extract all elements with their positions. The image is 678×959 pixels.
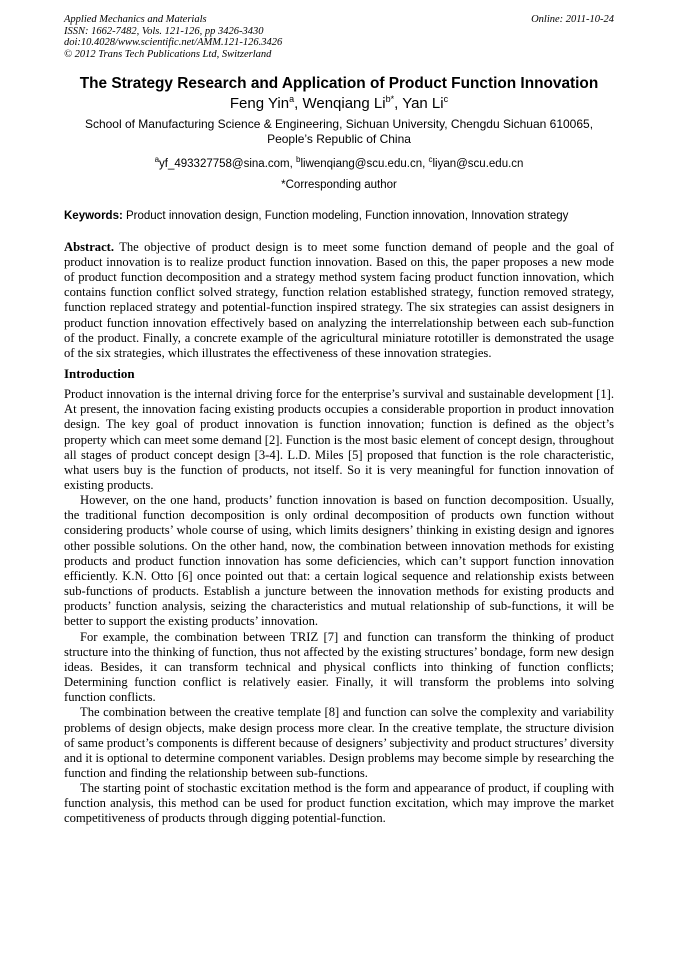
affiliation-line: School of Manufacturing Science & Engineering, Sichuan University, Chengdu Sichuan 610065, bbox=[84, 117, 594, 131]
copyright-line: © 2012 Trans Tech Publications Ltd, Switzerland bbox=[64, 48, 272, 60]
keywords bbox=[64, 210, 614, 222]
issn-line: ISSN: 1662-7482, Vols. 121-126, pp 3426-3430 bbox=[64, 25, 264, 37]
abstract-text: The objective of product design is to meet some function demand of people and the goal of product innovation is to realize product function innovation. Based on this, the paper proposes a new mode of product function decomposition and a strategy method system facing product function innovation, which contains function conflict solved strategy, function relation established strategy, function removed strategy, function replaced strategy and potential-function inspired strategy. The six strategies can assist designers in product function innovation effectively based on analyzing the interrelationship between each sub-function of the product. Finally, a concrete example of the agricultural miniature rototiller is demonstrated the usage of the six strategies, which illustrates the effectiveness of these innovation strategies. bbox=[64, 239, 614, 360]
paragraph: Product innovation is the internal driving force for the enterprise’s survival and sustainable development [1]. At present, the innovation facing existing products occupies a considerable proportion in product innovation design. The key goal of product innovation is function innovation; function is defined as the object’s property which can meet some demand [2]. Function is the most basic element of concept design, throughout all stages of product concept design [3-4]. L.D. Miles [5] proposed that function is the role characteristic, what users buy is the function of products, not itself. So it is very meaningful for function innovation of existing products. bbox=[64, 387, 614, 493]
journal-header bbox=[64, 14, 614, 60]
author-name: Wenqiang Li bbox=[302, 95, 386, 112]
paragraph: For example, the combination between TRIZ [7] and function can transform the thinking of product structure into the thinking of function, thus not affected by the existing structures’ bondage, form new design ideas. Besides, it can transform technical and physical conflicts into thinking of function conflicts; Determining function conflict is relatively easier. Finally, it will transform the problems into solving function conflicts. bbox=[64, 629, 614, 705]
online-date: Online: 2011-10-24 bbox=[531, 14, 614, 25]
author-name: Feng Yin bbox=[229, 95, 290, 112]
abstract-label: Abstract. bbox=[64, 239, 115, 254]
keywords-text: Product innovation design, Function modeling, Function innovation, Innovation strategy bbox=[126, 209, 569, 222]
author-name: Yan Li bbox=[402, 95, 444, 112]
paragraph: The starting point of stochastic excitation method is the form and appearance of product, if coupling with function analysis, this method can be used for product function excitation, which may improve the market competitiveness of products through digging potential-function. bbox=[64, 781, 614, 826]
abstract bbox=[64, 240, 614, 361]
author-sup: b* bbox=[385, 94, 395, 104]
affiliation-line: People’s Republic of China bbox=[267, 132, 411, 146]
email-list: $^a$yf_493327758@sina.com, $^b$liwenqiang@scu.edu.cn, $^c$liyan@scu.edu.cn bbox=[154, 155, 524, 170]
paragraph: The combination between the creative template [8] and function can solve the complexity and variability problems of design objects, make design process more clear. In the creative template, the structure division of same product’s components is different because of designers’ subjectivity and product structures’ diversity and it is optional to determine component variables. Design problems may become simple by researching the function and finding the relationship between sub-functions. bbox=[64, 705, 614, 780]
email-address: yf_493327758@sina.com bbox=[159, 157, 290, 170]
affiliation bbox=[64, 117, 614, 147]
email-sup: b bbox=[296, 155, 301, 164]
paragraph: However, on the one hand, products’ function innovation is based on function decomposition. Usually, the traditional function decomposition is only ordinal decomposition of products own function without considering products’ whole course of using, which limits designers’ thinking in existing design and ignores other possible solutions. On the other hand, now, the combination between innovation methods for existing products and product function innovation has some deficiencies, which can’t support function innovation efficiently. K.N. Otto [6] once pointed out that: a certain logical sequence and relationship exists between sub-functions of products. Establish a juncture between the innovation methods for existing products and products’ function analysis, seizing the characteristics and mutual relationship of sub-functions, it will be better to support the existing products’ innovation. bbox=[64, 493, 614, 629]
keywords-label: Keywords: bbox=[64, 209, 123, 222]
corresponding-author-note: *Corresponding author bbox=[281, 178, 397, 191]
author-sup: a bbox=[289, 94, 295, 104]
email-sup: a bbox=[154, 155, 160, 164]
author-list: Feng Yin$^a$, Wenqiang $Li^{b*}$, Yan Li$^c$ bbox=[229, 94, 449, 112]
paper-page bbox=[64, 14, 614, 827]
email-address: liwenqiang@scu.edu.cn bbox=[300, 157, 423, 170]
email-sup: c bbox=[428, 155, 433, 164]
paper-title: The Strategy Research and Application of Product Function Innovation bbox=[79, 75, 599, 92]
section-heading: Introduction bbox=[64, 366, 135, 382]
email-address: liyan@scu.edu.cn bbox=[432, 157, 524, 170]
doi-line: doi:10.4028/www.scientific.net/AMM.121-126.3426 bbox=[64, 37, 283, 48]
journal-name: Applied Mechanics and Materials bbox=[64, 14, 207, 25]
author-sup: c bbox=[443, 94, 449, 104]
introduction-body bbox=[64, 387, 614, 827]
